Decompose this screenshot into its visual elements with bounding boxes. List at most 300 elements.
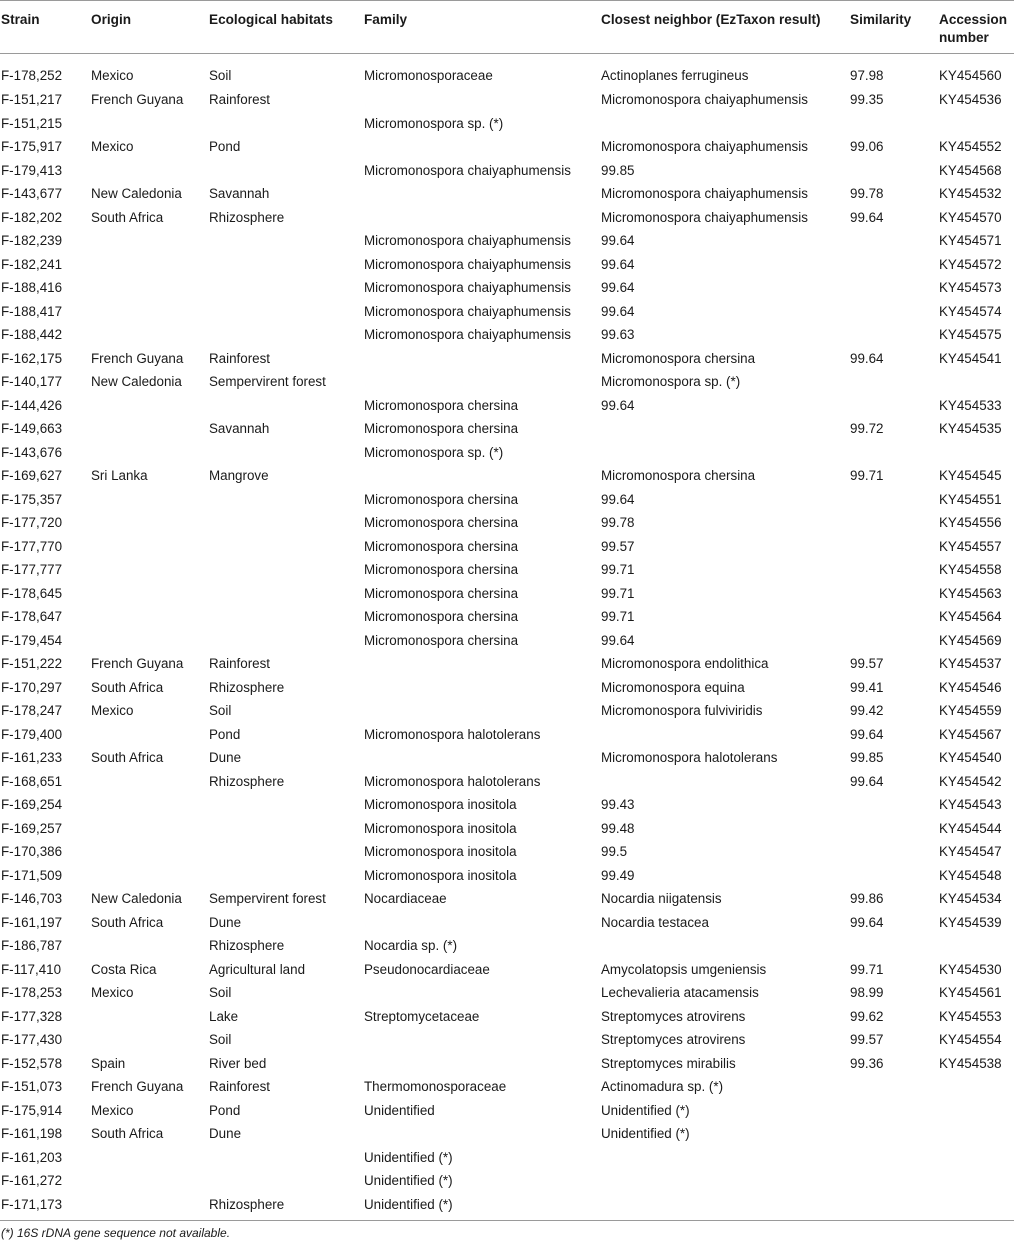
cell-closest-neighbor: 99.64 (601, 491, 635, 507)
cell-strain: F-177,430 (1, 1032, 63, 1047)
cell-origin: Sri Lanka (91, 468, 148, 483)
cell-accession: KY454532 (939, 186, 1002, 201)
table-row (0, 54, 1014, 89)
cell-closest-neighbor: Amycolatopsis umgeniensis (601, 961, 767, 977)
cell-similarity (849, 629, 938, 653)
cell-strain: F-179,400 (1, 726, 63, 742)
cell-accession (938, 1193, 1014, 1221)
cell-habitat: Pond (209, 139, 241, 154)
table-row (0, 1005, 1014, 1029)
table-row (0, 699, 1014, 723)
cell-strain: F-140,177 (1, 374, 63, 389)
cell-habitat (208, 605, 363, 629)
cell-accession: KY454536 (939, 92, 1002, 107)
cell-family: Unidentified (*) (364, 1149, 453, 1165)
cell-strain: F-178,253 (1, 985, 63, 1000)
cell-strain: F-162,175 (1, 350, 63, 366)
cell-accession (938, 1075, 1014, 1099)
cell-origin: South Africa (91, 209, 164, 225)
cell-similarity: 99.78 (850, 186, 884, 201)
cell-origin: New Caledonia (91, 186, 182, 201)
cell-closest-neighbor: 99.64 (601, 397, 635, 413)
header-family: Family (364, 12, 408, 27)
cell-accession: KY454539 (939, 914, 1002, 930)
cell-similarity: 99.72 (850, 421, 884, 436)
cell-habitat (208, 558, 363, 582)
cell-habitat (208, 1169, 363, 1193)
cell-closest-neighbor: Streptomyces mirabilis (601, 1055, 736, 1071)
cell-family (363, 1122, 600, 1146)
cell-closest-neighbor: 99.71 (601, 562, 635, 577)
cell-strain: F-143,677 (1, 186, 63, 201)
cell-habitat: Soil (209, 1032, 232, 1047)
cell-family (363, 135, 600, 159)
cell-closest-neighbor (600, 441, 849, 465)
cell-accession: KY454541 (939, 350, 1002, 366)
cell-similarity (849, 934, 938, 958)
table-row (0, 1169, 1014, 1193)
cell-family: Micromonospora sp. (*) (364, 444, 504, 460)
cell-origin (90, 300, 208, 324)
table-row (0, 723, 1014, 747)
cell-similarity (849, 1122, 938, 1146)
cell-accession: KY454544 (939, 820, 1002, 836)
cell-accession: KY454537 (939, 656, 1002, 671)
cell-closest-neighbor: 99.85 (601, 162, 635, 178)
cell-strain: F-152,578 (1, 1055, 63, 1071)
table-row (0, 182, 1014, 206)
cell-accession: KY454546 (939, 679, 1002, 695)
cell-similarity: 99.64 (850, 350, 884, 366)
cell-strain: F-175,917 (1, 139, 63, 154)
cell-origin: New Caledonia (91, 891, 182, 906)
cell-closest-neighbor: Micromonospora endolithica (601, 656, 769, 671)
cell-strain: F-177,770 (1, 538, 63, 554)
table-row (0, 253, 1014, 277)
cell-accession (938, 1099, 1014, 1123)
cell-closest-neighbor: Micromonospora equina (601, 679, 745, 695)
cell-similarity (849, 394, 938, 418)
cell-closest-neighbor: Micromonospora sp. (*) (601, 374, 741, 389)
header-closest-neighbor: Closest neighbor (EzTaxon result) (601, 12, 821, 27)
table-row (0, 441, 1014, 465)
cell-similarity: 99.86 (850, 891, 884, 906)
cell-closest-neighbor: 99.49 (601, 867, 635, 883)
table-row (0, 1193, 1014, 1221)
cell-similarity (849, 558, 938, 582)
cell-habitat (208, 535, 363, 559)
cell-closest-neighbor: 99.57 (601, 538, 635, 554)
cell-family: Micromonospora halotolerans (364, 773, 541, 789)
table-row (0, 1122, 1014, 1146)
table-row (0, 417, 1014, 441)
cell-habitat (208, 817, 363, 841)
cell-accession (938, 441, 1014, 465)
cell-similarity: 99.71 (850, 961, 884, 977)
table-row (0, 629, 1014, 653)
table-row (0, 793, 1014, 817)
cell-family: Streptomycetaceae (364, 1008, 480, 1024)
cell-origin (90, 840, 208, 864)
cell-habitat (208, 112, 363, 136)
cell-similarity (849, 535, 938, 559)
table-row (0, 605, 1014, 629)
table-row (0, 300, 1014, 324)
cell-origin (90, 1028, 208, 1052)
table-row (0, 276, 1014, 300)
cell-closest-neighbor: Micromonospora chersina (601, 350, 756, 366)
cell-closest-neighbor: Micromonospora halotolerans (601, 750, 778, 765)
cell-strain: F-182,241 (1, 256, 63, 272)
cell-strain: F-171,173 (1, 1196, 63, 1212)
table-row (0, 464, 1014, 488)
table-row (0, 488, 1014, 512)
cell-habitat (208, 300, 363, 324)
cell-origin (90, 441, 208, 465)
cell-habitat: Rhizosphere (209, 209, 285, 225)
table-row (0, 135, 1014, 159)
cell-closest-neighbor: 99.64 (601, 280, 635, 295)
table-row (0, 676, 1014, 700)
cell-accession: KY454543 (939, 797, 1002, 812)
cell-origin: South Africa (91, 914, 164, 930)
cell-strain: F-144,426 (1, 397, 63, 413)
cell-habitat: Rainforest (209, 350, 271, 366)
cell-accession: KY454560 (939, 68, 1002, 84)
cell-closest-neighbor: Streptomyces atrovirens (601, 1032, 746, 1047)
cell-habitat: Savannah (209, 421, 270, 436)
cell-habitat: Soil (209, 68, 232, 84)
cell-strain: F-146,703 (1, 891, 63, 906)
cell-origin (90, 535, 208, 559)
cell-habitat: Rainforest (209, 656, 271, 671)
cell-origin: Spain (91, 1055, 126, 1071)
cell-strain: F-182,239 (1, 233, 63, 248)
cell-similarity (849, 840, 938, 864)
cell-family (363, 746, 600, 770)
cell-similarity (849, 441, 938, 465)
cell-family: Micromonospora chersina (364, 609, 519, 624)
table-header (0, 1, 1014, 54)
header-row (0, 1, 1014, 54)
cell-similarity: 99.64 (850, 914, 884, 930)
cell-strain: F-178,252 (1, 68, 63, 84)
cell-closest-neighbor: Streptomyces atrovirens (601, 1008, 746, 1024)
cell-strain: F-149,663 (1, 421, 63, 436)
cell-accession: KY454552 (939, 139, 1002, 154)
cell-accession: KY454561 (939, 985, 1002, 1000)
cell-habitat: Dune (209, 750, 242, 765)
cell-strain: F-161,198 (1, 1126, 63, 1141)
cell-similarity (849, 511, 938, 535)
cell-accession: KY454568 (939, 162, 1002, 178)
cell-similarity (849, 253, 938, 277)
cell-habitat (208, 840, 363, 864)
cell-accession (938, 1169, 1014, 1193)
table-body (0, 54, 1014, 1221)
cell-closest-neighbor: Nocardia niigatensis (601, 891, 722, 906)
cell-accession: KY454569 (939, 632, 1002, 648)
cell-family: Unidentified (*) (364, 1196, 453, 1212)
table-row (0, 535, 1014, 559)
cell-similarity: 99.71 (850, 468, 884, 483)
cell-similarity (849, 1099, 938, 1123)
cell-closest-neighbor: 99.63 (601, 327, 635, 342)
table-row (0, 323, 1014, 347)
table-row (0, 1075, 1014, 1099)
cell-accession: KY454570 (939, 209, 1002, 225)
cell-habitat: Dune (209, 1126, 242, 1141)
header-accession-number: Accession number (939, 12, 1008, 45)
cell-origin: Mexico (91, 139, 134, 154)
cell-habitat (208, 793, 363, 817)
cell-habitat: Pond (209, 1102, 241, 1118)
table-row (0, 88, 1014, 112)
cell-family: Micromonospora chersina (364, 421, 519, 436)
cell-origin (90, 1169, 208, 1193)
cell-similarity: 99.64 (850, 726, 884, 742)
cell-similarity (849, 112, 938, 136)
cell-strain: F-188,442 (1, 327, 63, 342)
cell-accession: KY454557 (939, 538, 1002, 554)
cell-similarity: 99.36 (850, 1055, 884, 1071)
cell-origin (90, 864, 208, 888)
cell-family: Micromonospora chaiyaphumensis (364, 233, 571, 248)
cell-similarity: 99.85 (850, 750, 884, 765)
cell-habitat (208, 582, 363, 606)
cell-accession: KY454542 (939, 773, 1002, 789)
cell-origin: Mexico (91, 703, 134, 718)
cell-habitat (208, 323, 363, 347)
cell-strain: F-170,297 (1, 679, 63, 695)
cell-habitat (208, 253, 363, 277)
cell-origin (90, 793, 208, 817)
cell-similarity (849, 300, 938, 324)
cell-habitat (208, 159, 363, 183)
cell-origin (90, 253, 208, 277)
cell-similarity (849, 1193, 938, 1221)
cell-strain: F-171,509 (1, 867, 63, 883)
cell-habitat: River bed (209, 1055, 267, 1071)
cell-closest-neighbor: 99.64 (601, 632, 635, 648)
cell-origin (90, 558, 208, 582)
table-row (0, 1052, 1014, 1076)
table-row (0, 229, 1014, 253)
cell-family: Micromonospora chaiyaphumensis (364, 162, 571, 178)
cell-strain: F-143,676 (1, 444, 63, 460)
cell-habitat: Dune (209, 914, 242, 930)
cell-habitat (208, 864, 363, 888)
cell-strain: F-169,627 (1, 468, 63, 483)
cell-origin (90, 488, 208, 512)
table-row (0, 652, 1014, 676)
cell-strain: F-151,222 (1, 656, 63, 671)
cell-family: Micromonospora inositola (364, 867, 517, 883)
cell-closest-neighbor: 99.48 (601, 820, 635, 836)
cell-origin (90, 394, 208, 418)
cell-accession (938, 112, 1014, 136)
cell-closest-neighbor: Unidentified (*) (601, 1126, 690, 1141)
cell-accession: KY454538 (939, 1055, 1002, 1071)
cell-strain: F-178,247 (1, 703, 63, 718)
table-row (0, 112, 1014, 136)
cell-closest-neighbor: Micromonospora chaiyaphumensis (601, 209, 808, 225)
cell-similarity (849, 1075, 938, 1099)
cell-family: Micromonosporaceae (364, 68, 493, 84)
cell-origin: South Africa (91, 679, 164, 695)
table-row (0, 1099, 1014, 1123)
cell-habitat: Rhizosphere (209, 1196, 285, 1212)
cell-closest-neighbor (600, 934, 849, 958)
cell-accession: KY454571 (939, 233, 1002, 248)
cell-similarity: 99.35 (850, 92, 884, 107)
cell-strain: F-175,914 (1, 1102, 63, 1118)
cell-family: Micromonospora chaiyaphumensis (364, 303, 571, 319)
cell-accession: KY454533 (939, 397, 1002, 413)
cell-closest-neighbor (600, 417, 849, 441)
cell-strain: F-151,217 (1, 92, 63, 107)
cell-strain: F-151,215 (1, 115, 63, 131)
cell-similarity (849, 488, 938, 512)
cell-origin (90, 582, 208, 606)
cell-closest-neighbor: 99.71 (601, 585, 635, 601)
cell-habitat (208, 229, 363, 253)
cell-strain: F-177,777 (1, 562, 63, 577)
cell-strain: F-117,410 (1, 961, 62, 977)
cell-habitat: Soil (209, 985, 232, 1000)
cell-closest-neighbor: Micromonospora chaiyaphumensis (601, 92, 808, 107)
cell-similarity (849, 276, 938, 300)
cell-origin (90, 112, 208, 136)
cell-closest-neighbor (600, 112, 849, 136)
cell-habitat: Soil (209, 703, 232, 718)
cell-origin (90, 1193, 208, 1221)
cell-accession: KY454573 (939, 280, 1002, 295)
cell-habitat: Rhizosphere (209, 679, 285, 695)
cell-closest-neighbor: 99.43 (601, 797, 635, 812)
header-ecological-habitats: Ecological habitats (209, 12, 333, 27)
cell-family: Nocardia sp. (*) (364, 938, 458, 953)
cell-similarity (849, 323, 938, 347)
cell-family: Micromonospora chersina (364, 585, 519, 601)
cell-closest-neighbor (600, 1146, 849, 1170)
cell-family: Unidentified (364, 1102, 435, 1118)
cell-accession: KY454574 (939, 303, 1002, 319)
cell-habitat: Rhizosphere (209, 938, 285, 953)
cell-origin (90, 229, 208, 253)
cell-closest-neighbor: Actinoplanes ferrugineus (601, 68, 749, 84)
cell-origin: French Guyana (91, 656, 184, 671)
cell-closest-neighbor: Unidentified (*) (601, 1102, 690, 1118)
cell-habitat: Sempervirent forest (209, 374, 326, 389)
cell-habitat: Sempervirent forest (209, 891, 326, 906)
cell-habitat: Lake (209, 1008, 239, 1024)
cell-closest-neighbor: 99.5 (601, 844, 628, 859)
header-similarity: Similarity (850, 12, 912, 27)
cell-family: Unidentified (*) (364, 1173, 453, 1188)
cell-origin (90, 159, 208, 183)
cell-similarity: 99.64 (850, 209, 884, 225)
cell-habitat: Rhizosphere (209, 773, 285, 789)
cell-origin: Mexico (91, 68, 134, 84)
cell-family (363, 1028, 600, 1052)
cell-habitat (208, 1146, 363, 1170)
cell-strain: F-179,454 (1, 632, 63, 648)
cell-family (363, 206, 600, 230)
cell-origin: South Africa (91, 750, 164, 765)
cell-habitat (208, 394, 363, 418)
cell-origin: South Africa (91, 1126, 164, 1141)
table-row (0, 582, 1014, 606)
cell-accession: KY454535 (939, 421, 1002, 436)
cell-strain: F-177,328 (1, 1008, 63, 1024)
cell-origin (90, 605, 208, 629)
cell-strain: F-161,272 (1, 1173, 63, 1188)
cell-closest-neighbor: Lechevalieria atacamensis (601, 985, 759, 1000)
cell-strain: F-182,202 (1, 209, 63, 225)
cell-family (363, 676, 600, 700)
cell-closest-neighbor (600, 770, 849, 794)
cell-closest-neighbor: 99.64 (601, 256, 635, 272)
cell-family: Thermomonosporaceae (364, 1079, 507, 1094)
cell-family (363, 464, 600, 488)
table-row (0, 840, 1014, 864)
cell-accession: KY454572 (939, 256, 1002, 272)
cell-strain: F-169,254 (1, 797, 63, 812)
cell-habitat: Rainforest (209, 1079, 271, 1094)
cell-closest-neighbor: Nocardia testacea (601, 914, 709, 930)
cell-accession (938, 1146, 1014, 1170)
cell-family: Micromonospora chaiyaphumensis (364, 280, 571, 295)
cell-strain: F-188,416 (1, 280, 63, 295)
cell-accession (938, 934, 1014, 958)
cell-accession: KY454563 (939, 585, 1002, 601)
cell-similarity: 99.64 (850, 773, 884, 789)
cell-family: Micromonospora chersina (364, 562, 519, 577)
cell-family: Nocardiaceae (364, 891, 447, 906)
cell-strain: F-188,417 (1, 303, 63, 319)
header-strain: Strain (1, 12, 40, 27)
cell-habitat: Rainforest (209, 92, 271, 107)
cell-similarity (849, 793, 938, 817)
cell-closest-neighbor (600, 1169, 849, 1193)
cell-family (363, 911, 600, 935)
table-row (0, 370, 1014, 394)
cell-habitat (208, 488, 363, 512)
cell-closest-neighbor: 99.71 (601, 609, 635, 624)
cell-origin: Mexico (91, 1102, 134, 1118)
cell-family (363, 981, 600, 1005)
table-row (0, 934, 1014, 958)
table-row (0, 981, 1014, 1005)
cell-accession: KY454559 (939, 703, 1002, 718)
cell-family (363, 370, 600, 394)
cell-origin: Mexico (91, 985, 134, 1000)
cell-origin (90, 629, 208, 653)
table-row (0, 887, 1014, 911)
table-row (0, 817, 1014, 841)
cell-closest-neighbor: Micromonospora chersina (601, 468, 756, 483)
table-row (0, 511, 1014, 535)
cell-closest-neighbor (600, 723, 849, 747)
cell-origin (90, 1005, 208, 1029)
cell-strain: F-151,073 (1, 1079, 63, 1094)
cell-accession: KY454564 (939, 609, 1002, 624)
cell-family: Micromonospora chaiyaphumensis (364, 256, 571, 272)
cell-family (363, 652, 600, 676)
cell-closest-neighbor: Micromonospora chaiyaphumensis (601, 186, 808, 201)
cell-accession: KY454547 (939, 844, 1002, 859)
